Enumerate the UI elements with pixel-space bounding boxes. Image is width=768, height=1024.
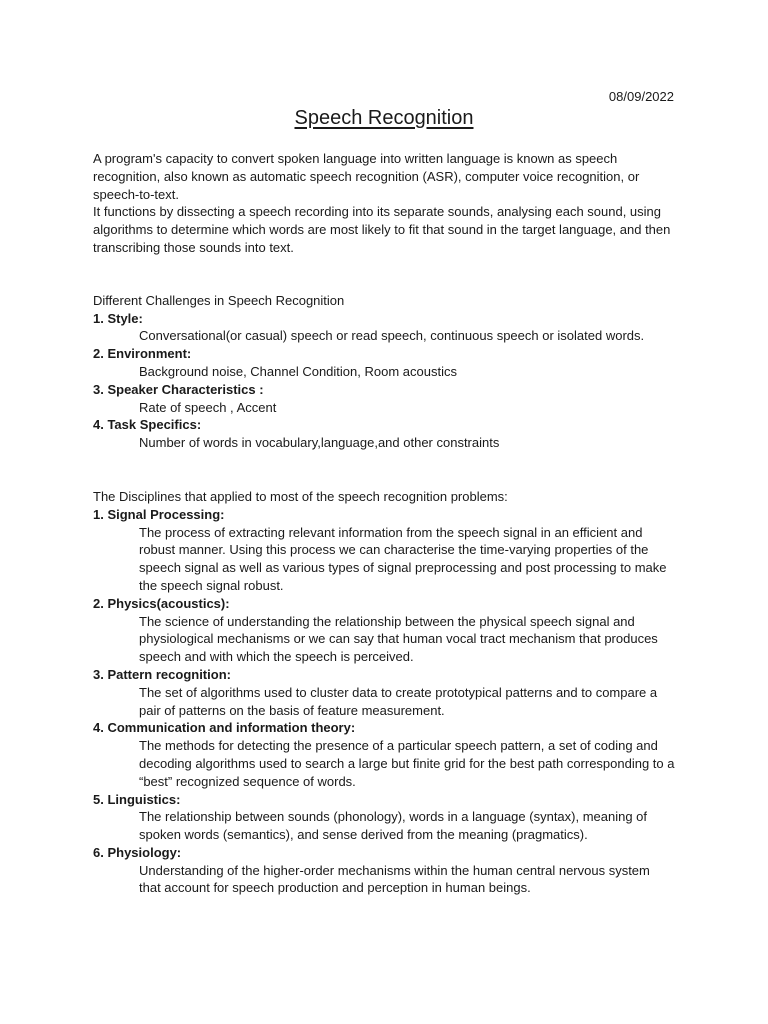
- discipline-label-linguistics: 5. Linguistics:: [93, 791, 181, 807]
- intro-paragraph-1: A program's capacity to convert spoken language into written language is known as speech recognition, also known as automatic speech recognition (ASR), computer voice recognition, or speech-to-text.: [93, 151, 640, 202]
- discipline-label-pattern-recognition: 3. Pattern recognition:: [93, 666, 231, 682]
- disciplines-section: [93, 488, 683, 897]
- disciplines-heading: The Disciplines that applied to most of the speech recognition problems:: [93, 488, 508, 504]
- challenge-text-environment: Background noise, Channel Condition, Room acoustics: [139, 363, 457, 379]
- challenge-label-speaker: 3. Speaker Characteristics :: [93, 381, 264, 397]
- intro-paragraph-2: It functions by dissecting a speech recording into its separate sounds, analysing each sound, using algorithms to determine which words are most likely to fit that sound in the target language, and then transcribing those sounds into text.: [93, 204, 671, 255]
- discipline-text-linguistics: The relationship between sounds (phonology), words in a language (syntax), meaning of spoken words (semantics), and sense derived from the meaning (pragmatics).: [139, 809, 648, 843]
- spacer: [93, 257, 683, 292]
- document-title: Speech Recognition: [294, 107, 474, 129]
- challenge-text-style: Conversational(or casual) speech or read speech, continuous speech or isolated words.: [139, 328, 645, 344]
- discipline-label-communication: 4. Communication and information theory:: [93, 720, 356, 736]
- challenge-label-style: 1. Style:: [93, 310, 143, 326]
- discipline-text-communication: The methods for detecting the presence of a particular speech pattern, a set of coding and decoding algorithms used to search a large but finite grid for the best path corresponding to a “best” recognized sequence of words.: [139, 738, 675, 789]
- discipline-text-physics: The science of understanding the relationship between the physical speech signal and physiological mechanisms or we can say that human vocal tract mechanism that produces speech and with which the speech is perceived.: [139, 613, 658, 665]
- discipline-text-pattern-recognition: The set of algorithms used to cluster data to create prototypical patterns and to compare a pair of patterns on the basis of feature measurement.: [139, 684, 658, 718]
- challenges-section: [93, 292, 683, 452]
- document-date: 08/09/2022: [608, 89, 674, 104]
- challenges-heading: Different Challenges in Speech Recognition: [93, 292, 345, 308]
- challenge-label-environment: 2. Environment:: [93, 346, 192, 362]
- discipline-label-signal-processing: 1. Signal Processing:: [93, 506, 225, 522]
- discipline-text-physiology: Understanding of the higher-order mechanisms within the human central nervous system that account for speech production and perception in human beings.: [139, 862, 650, 896]
- spacer: [93, 452, 683, 488]
- discipline-label-physics: 2. Physics(acoustics):: [93, 595, 230, 611]
- document-body: [93, 150, 683, 897]
- challenge-label-task: 4. Task Specifics:: [93, 417, 202, 433]
- discipline-label-physiology: 6. Physiology:: [93, 844, 182, 860]
- discipline-text-signal-processing: The process of extracting relevant information from the speech signal in an efficient and robust manner. Using this process we can characterise the time-varying properties of the speech signal as well as various types of signal preprocessing and post processing to make the speech signal robust.: [139, 524, 667, 593]
- challenge-text-task: Number of words in vocabulary,language,and other constraints: [139, 435, 500, 451]
- challenge-text-speaker: Rate of speech , Accent: [139, 399, 277, 415]
